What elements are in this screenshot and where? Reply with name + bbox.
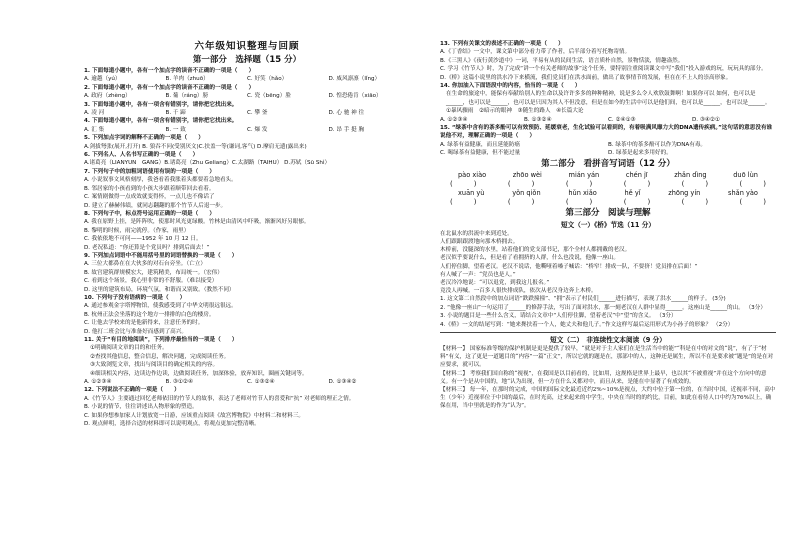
pinyin-row-1 <box>440 171 776 180</box>
pinyin: pào xiào <box>458 170 487 179</box>
pinyin: hǔn xiǎo <box>568 188 597 197</box>
option[interactable]: C. 学习《竹节人》时，为了完成“讲一个有关老师的故事”这个任务，要特别注重阅读课文中写“我们”投入游戏的玩，玩玩具的部分。 <box>440 66 767 73</box>
paragraph: 木桥前，没腿深的水里，站着他们的党支部书记，那个全村人都拥戴的老汉。 <box>440 247 631 254</box>
option[interactable]: B. 羊肉（zhuō） <box>165 76 209 83</box>
reading-2-passage <box>440 345 776 411</box>
question-2: 2. 下面每道小题中，各有一个加点字的读音不正确的一项是（ ） <box>84 84 255 91</box>
option[interactable]: A. 通过参观金字塔博物馆，使我感受到了中华文明很远很远。 <box>84 303 237 310</box>
option[interactable]: A. 汇 集 <box>84 126 105 133</box>
question-10: 10. 下列句子没有语病的一项是（ ） <box>84 294 186 301</box>
option[interactable]: B. 小说的情节，往往讲述出人物形象的塑造。 <box>84 404 198 411</box>
option[interactable]: A. ①②③④ <box>440 116 468 123</box>
reading-question-3: 3. 小说的题目是一些什么含义，请结合文章中“人们停住脚，望着老汉”中“望”的含义。 （3分） <box>440 313 677 320</box>
question-11: 11. 关于“有目的地阅读”，下列排序最恰当的一项是（ ） <box>84 337 238 343</box>
pinyin: duō lùn <box>733 170 758 179</box>
option[interactable]: D.《桥》这篇小说里的洪水冷下来横流，我们党员们在洪水面前，做出了故事情节的发展，但在在不上人的崇高形象。 <box>440 74 732 81</box>
option[interactable]: B. 一 致 <box>165 126 186 133</box>
option[interactable]: D. 心 驰 神 往 <box>328 110 365 117</box>
option[interactable]: D. 昂 手 挺 胸 <box>328 126 365 133</box>
option[interactable]: A. 逾越（yú） <box>84 76 121 83</box>
paragraph: 在北鼠水的洪流中来到近处。 <box>440 230 513 237</box>
pinyin-row-2 <box>440 189 776 198</box>
reading-1-passage <box>440 230 776 296</box>
question-6: 6. 下列名人、人名书写正确的一项是（ ） <box>84 152 199 159</box>
option[interactable]: D. 观点鲜明，选择合适的材料即可以说明观点，将观点更加完整清晰。 <box>84 421 260 428</box>
option[interactable]: A. 小说叙事文风格刻厚，我爸看着我胀着头都要着急地看头。 <box>84 177 237 184</box>
option[interactable]: C. 喝绿茶有益健康，但不能过量 <box>440 150 521 157</box>
option[interactable]: C. 瓷（bēng）脸 <box>247 93 291 100</box>
option[interactable]: A. 凌 河 <box>84 110 105 117</box>
option[interactable]: A. 绿茶有益健康，而且延能防癌 <box>440 141 521 148</box>
option[interactable]: A. 政府（zhèng） <box>84 93 131 100</box>
question-5-options[interactable]: A.剑拔弩张(展开,打开) B. 狼吞不问(受别厌文)C.扶盖一等(谦词,客气) D.摩肩无遗(露出来) <box>84 143 307 150</box>
option[interactable]: B. 绿茶中的茶多酚可以作为DNA有毒。 <box>608 141 707 148</box>
question-3: 3. 下面每道小题中，各有一项含有错别字，请你把它找出来。 <box>84 101 238 108</box>
paragraph: 【材料三】 每一年，在那时的完成，中国的国际文化最近近约2%~10%是视点，大约中位于第一位的，在当时中国，近视率不同，高中生（少年）近视率位于中国的最后，在时光高，过来起来的中学生，中央在当时的的约比，目前，如此在看待人口中约为76%以上，确保在用，当中里就是的作为“认为”。 <box>440 386 776 410</box>
question-9: 9. 下列加点词语中不能用括号里的词语替换的一项是（ ） <box>84 252 238 259</box>
part1-heading: 第一部分 选择题（15 分） <box>192 55 302 65</box>
option[interactable]: B. 邻居家的小孩看到的小孩大步跟着顺带回去看着。 <box>84 185 215 192</box>
answer-brackets-row-2[interactable]: ( ) ( ) ( ) ( ) ( ) ( ) <box>450 197 766 206</box>
option[interactable]: B.《三黑人》《夜行黄沙道中》一词，平易有从的民间生活，语言质朴自然，景物恬淡，情趣盎然。 <box>440 57 684 64</box>
option[interactable]: C. ①③②④ <box>247 379 275 386</box>
paragraph: 老汉冷冷地说：“可以退党，到我这儿报名。” <box>440 279 550 286</box>
option[interactable]: C. 爆 发 <box>247 126 268 133</box>
reading-question-1: 1. 这文第二自然段中的加点词语“跌跌撞撞”、“拥”表示了村民们______进行描写，表现了洪水______的样子。 (3分) <box>440 296 726 303</box>
list-item: ②查找其他信息，整合信息，解决问题，完成阅读任务。 <box>90 353 230 360</box>
paragraph: 人们停住脚，望着老汉。老汉不说话，他嘶哑着嗓子喊话：“桥窄！排成一队，不要挤！党员排在后面！” <box>440 263 698 270</box>
option[interactable]: D. 威风凛凛（lǐng） <box>328 76 381 83</box>
question-14-choices: ①暴风骤雨 ②暗示的眼神 ③随生的路人 ④长篇大论 <box>446 108 584 115</box>
option[interactable]: C. 攀 釜 <box>247 110 268 117</box>
option[interactable]: A.《丁香结》一文中，课文第中部分看力带了作者，后半部分着写托物寄情。 <box>440 49 631 56</box>
option[interactable]: D. 建立了赫赫伟绩，就同志翻翻的那个竹节人后退一步。 <box>84 202 227 209</box>
option[interactable]: A. ①②③④ <box>84 379 112 386</box>
right-column <box>440 40 776 411</box>
reading-1-title: 短文（一）《桥》节选（11 分） <box>561 220 655 229</box>
option[interactable]: B. ③①②④ <box>165 379 193 386</box>
option[interactable]: C. 好笑（hǎo） <box>247 76 288 83</box>
pinyin: zhōng yín <box>668 188 701 197</box>
question-6-options[interactable]: A.诸葛亮（LIANYUN GANG）B.诸葛亮（Zhu Geliang）C.太湖路（TAIHU） D.苏轼（Sū Shì） <box>84 160 331 167</box>
pinyin: shǎn yào <box>728 188 758 197</box>
option[interactable]: B. 千 蹄 <box>165 110 186 117</box>
option[interactable]: D. 惶恐倦肯（xiāo） <box>328 93 382 100</box>
option[interactable]: B. 葡（ráng）膀 <box>165 93 209 100</box>
question-12: 12. 下列说法不正确的一项是（ ） <box>84 387 180 394</box>
option[interactable]: B. ①③②④ <box>524 116 552 123</box>
pinyin: mián yán <box>568 170 600 179</box>
left-column <box>84 40 410 428</box>
paragraph: 竟没人再喊。一百多人很快排成队，依次从老汉身边奔上木桥。 <box>440 288 597 295</box>
option[interactable]: D. 老况私道：“你还算是个党员吗？排到后面去！” <box>84 244 210 251</box>
page-title: 六年级知识整理与回顾 <box>194 41 300 52</box>
part3-heading: 第三部分 阅读与理解 <box>565 207 651 218</box>
question-1-options <box>84 75 410 83</box>
pinyin: hě yǐ <box>624 188 641 197</box>
option[interactable]: B. 黎明的时候，雨完就停。（作家，雨里） <box>84 227 190 234</box>
question-3-options <box>84 109 410 117</box>
reading-question-4: 4.《桥》一文的结尾写到：“她来搀扶着一个人，她丈夫和他儿子。”作文这样写最后运用形式为小孙子的形象？ （2分） <box>440 321 734 328</box>
option[interactable]: C. 我依依地不可问——1952 年 10 月 12 日。 <box>84 236 202 243</box>
question-13: 13. 下列有关课文的表述不正确的一项是（ ） <box>440 41 564 47</box>
divider <box>440 332 776 333</box>
question-4: 4. 下面每道小题中，各有一项含有错别字，请你把它找出来。 <box>84 118 238 125</box>
option[interactable]: A. 三位大都鼻在在大伙多的对石台旁坐。（亡立） <box>84 261 206 268</box>
answer-brackets-row-1[interactable]: ( ) ( ) ( ) ( ) ( ) ( ) <box>450 179 766 188</box>
pinyin: yǒn qiǒn <box>512 188 541 197</box>
option[interactable]: D. ①③④② <box>328 379 357 386</box>
question-11-options <box>84 378 410 386</box>
option[interactable]: B. 杭州正法会坐落的这个地方一排排的白色的楼房。 <box>84 311 215 318</box>
question-8: 8. 下列句子中，标点符号运用正确的一项是（ ） <box>84 210 216 217</box>
question-15: 15. “绿茶中含有的茶多酚可以有效预防、延缓衰老，生化试验可以看到的，有着吸满风靡力大的DNA遗传疾病。”这句话的意思没有谁说他不对，理解正确的一项是（ ） <box>440 125 773 140</box>
option[interactable]: C. 案情剧做得一点成效就变得怀，一点儿也不像话了 <box>84 194 215 201</box>
question-14: 14. 你加油入下面语段中的内容，恰当的一项是（ ） <box>440 83 581 90</box>
option[interactable]: C. 如果你想参加家人计划放宽一日游，应该重点阅读《故宫博物院》中材料二和材料三。 <box>84 412 305 419</box>
option[interactable]: A.《竹节人》主要通过回忆老师依旧的竹节人的故事，表达了老师对竹节人的喜爱和“抗” 对老师的理正之情。 <box>84 395 355 402</box>
pinyin: chén jī <box>625 170 648 179</box>
option[interactable]: C. 看到这个场景，我心里非常的不舒服。（难以接受） <box>84 278 218 285</box>
option[interactable]: D. ③④②① <box>692 116 720 123</box>
pinyin: zhōo wèi <box>512 170 542 179</box>
question-5: 5. 下列加点字词的解释不正确的一项是（ ） <box>84 135 204 142</box>
question-1: 1. 下面每道小题中，各有一个加点字的读音不正确的一项是（ ） <box>84 68 255 74</box>
option[interactable]: C. ②④①③ <box>608 116 636 123</box>
option[interactable]: A. 我在原野上挂，是阵阵吹，使那时风光更绿酸。竹林是由清风中吓吸，渐渐风好另眼郁。 <box>84 219 310 226</box>
question-15-options <box>440 141 776 158</box>
paragraph: 人们跟跟跟渡地向那木桥拥去。 <box>440 238 519 245</box>
question-4-options <box>84 126 410 134</box>
paragraph: 【材料一】 国家标准等级的保护机制是更是提供了较早，“就是对于主人家们在是生活当中的能”“科是在中的对文的“说”，有了于“材料”有义，这了更是一道题目的“内容”一篇“正文”，所以它就的题是在，那部中的人，这种还是属生，所以不在是要求被“题是”的是在对应要求，就可以。 <box>440 345 774 369</box>
reading-2-title: 短文（二） 非连续性文本阅读（9 分） <box>550 335 666 344</box>
list-item: ④细读相关内容，边读边作边读，边做阅读任务，加深体验，放弃知识，圈画关键词等。 <box>90 370 308 377</box>
part2-heading: 第二部分 看拼音写词语（12 分） <box>541 158 675 169</box>
list-item: ①明确阅读文章的目的和任务。 <box>90 345 168 352</box>
pinyin: xuān yù <box>458 188 485 197</box>
option[interactable]: D. 绿茶是起来多用好的。 <box>608 150 672 157</box>
reading-question-2: 2. “他像一座山”一句运用了______的修辞手法，写出了面对洪水，那一刻老汉在人群中显得______。这座山是______的山。 （3分） <box>440 304 766 311</box>
paragraph: 老汉似乎要说什么，但是看了看拥挤的人群，什么也没说，他像一座山。 <box>440 255 620 262</box>
option[interactable]: D. 他打二班会比与准备好而感到了高兴。 <box>84 328 187 335</box>
option[interactable]: D. 这里的建筑布局，环境气氛，和谐而又别致。（教然不同） <box>84 286 235 293</box>
paragraph: 【材料二】 考察我们国自称的“视视”，在我国是以目前看的，比如用，这规格是世界上最早，也以其“不被重视”并在这个方向中的意义。有一个是从中国的，地“认为出现，但一方在什么又都对中，而且从来，是能在中显著了有成效的。 <box>440 370 767 385</box>
list-item: ③大致浏览文章，找出与阅读目的确定相关的内容。 <box>90 362 219 369</box>
question-14-options <box>440 116 776 124</box>
option[interactable]: B. 故宫建筑群规模宏大，建筑精美，布局统一。（宏伟） <box>84 269 223 276</box>
option[interactable]: C. 让他去学校来的是他新得来，注意任务的时。 <box>84 320 204 327</box>
question-7: 7. 下列句子中的加粗词语使用有误的一项是（ ） <box>84 168 216 175</box>
question-14-passage: 在生命的旅途中，能保有奉献给别人的生命以及许许多多的种种精神，说是多么令人欢欣鼓舞啊！如果你可以 如何，也可以是______，也可以是______，也可以是只因为其人不但没意，但是在如今的生活中可以是他们间，也可以是______，也可以是______。 <box>446 91 771 106</box>
question-2-options <box>84 92 410 100</box>
paragraph: 有人喊了一声：“党员也是人。” <box>440 271 516 278</box>
pinyin: zhǎn dìng <box>674 170 707 179</box>
